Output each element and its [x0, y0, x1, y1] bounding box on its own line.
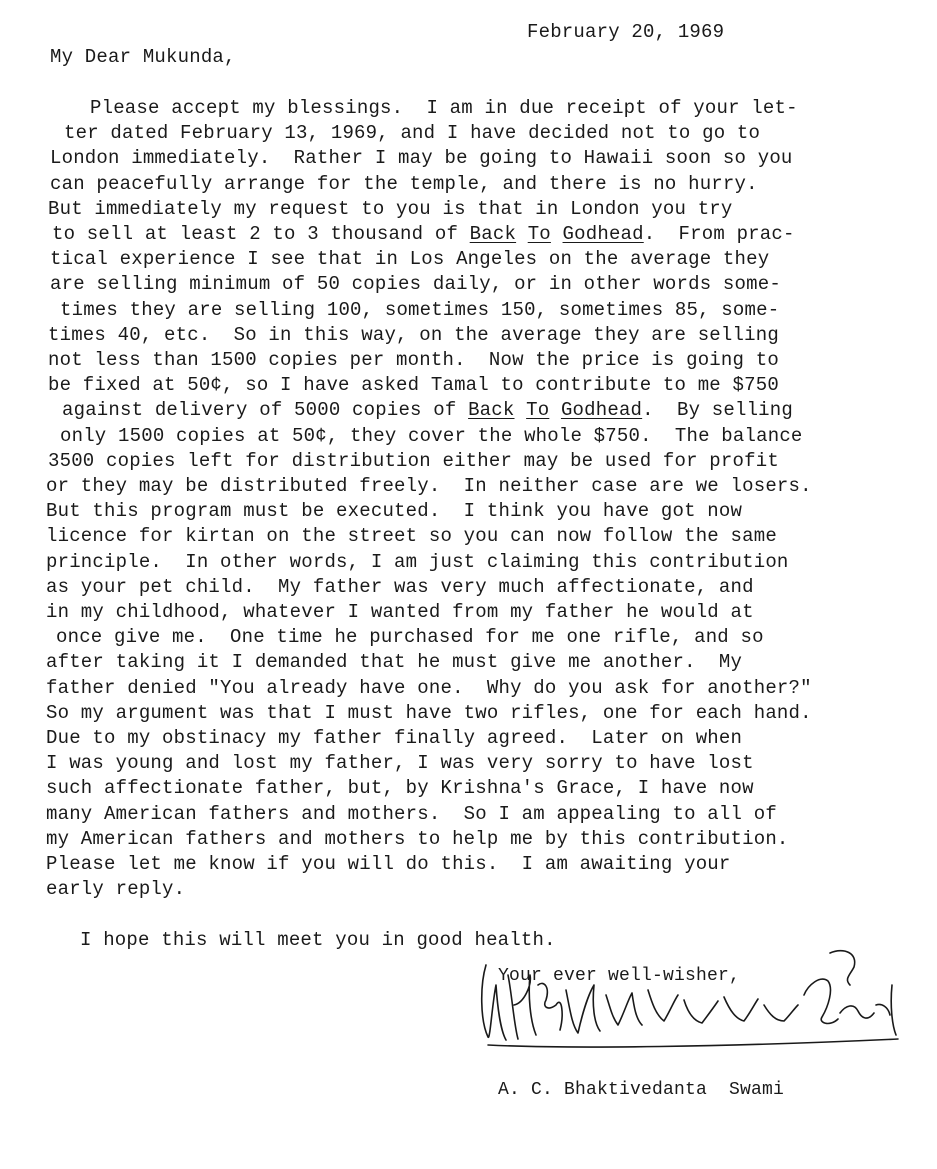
line-text: be fixed at 50¢, so I have asked Tamal to contribute to me $750 — [48, 374, 779, 396]
line-text: as your pet child. My father was very much affectionate, and — [46, 576, 754, 598]
underlined-title-word: Godhead — [560, 399, 643, 421]
closing-phrase: Your ever well-wisher, — [498, 966, 741, 986]
letter-line — [50, 146, 793, 171]
underlined-title-word: Godhead — [562, 223, 644, 245]
line-text: once give me. One time he purchased for me one rifle, and so — [56, 626, 764, 648]
line-text: after taking it I demanded that he must give me another. My — [46, 651, 743, 673]
line-text: or they may be distributed freely. In neither case are we losers. — [46, 475, 812, 497]
signer-name: A. C. Bhaktivedanta Swami — [498, 1080, 785, 1100]
underlined-title-word: To — [526, 399, 550, 421]
letter-line — [46, 827, 789, 852]
line-text — [515, 399, 527, 421]
letter-line — [46, 650, 742, 675]
letter-line — [46, 550, 789, 575]
letter-date: February 20, 1969 — [527, 21, 725, 43]
salutation: My Dear Mukunda, — [50, 46, 236, 68]
line-text: many American fathers and mothers. So I am appealing to all of — [46, 803, 777, 825]
letter-line — [50, 172, 758, 197]
line-text: But immediately my request to you is that in London you try — [48, 198, 733, 220]
letter-line — [48, 197, 733, 222]
line-text: father denied "You already have one. Why do you ask for another?" — [46, 677, 812, 699]
line-text: tical experience I see that in Los Angeles on the average they — [50, 248, 770, 270]
line-text: times they are selling 100, sometimes 150, sometimes 85, some- — [60, 299, 780, 321]
line-text: in my childhood, whatever I wanted from my father he would at — [46, 601, 754, 623]
line-text: Due to my obstinacy my father finally agreed. Later on when — [46, 727, 743, 749]
letter-line — [60, 298, 779, 323]
line-text: early reply. — [46, 878, 186, 900]
letter-line — [52, 222, 795, 247]
line-text — [551, 223, 563, 245]
line-text: I was young and lost my father, I was very sorry to have lost — [46, 752, 754, 774]
letter-line — [48, 348, 779, 373]
line-text: London immediately. Rather I may be going to Hawaii soon so you — [50, 147, 793, 169]
letter-line — [48, 323, 779, 348]
letter-line — [46, 852, 731, 877]
letter-line — [46, 499, 742, 524]
letter-line — [62, 398, 793, 423]
line-text: . By selling — [642, 399, 793, 421]
line-text: such affectionate father, but, by Krishna's Grace, I have now — [46, 777, 754, 799]
underlined-title-word: To — [527, 223, 551, 245]
letter-line — [46, 726, 742, 751]
letter-line — [90, 96, 798, 121]
line-text: not less than 1500 copies per month. Now the price is going to — [48, 349, 779, 371]
line-text: my American fathers and mothers to help me by this contribution. — [46, 828, 789, 850]
letter-line — [46, 575, 754, 600]
letter-line — [60, 424, 803, 449]
line-text: times 40, etc. So in this way, on the average they are selling — [48, 324, 779, 346]
letter-line — [48, 449, 779, 474]
line-text: But this program must be executed. I think you have got now — [46, 500, 743, 522]
line-text: Please let me know if you will do this. I am awaiting your — [46, 853, 731, 875]
handwritten-signature — [478, 945, 918, 1070]
line-text — [549, 399, 561, 421]
letter-line — [46, 776, 754, 801]
line-text: So my argument was that I must have two rifles, one for each hand. — [46, 702, 812, 724]
line-text — [516, 223, 528, 245]
line-text: principle. In other words, I am just claiming this contribution — [46, 551, 789, 573]
line-text: 3500 copies left for distribution either may be used for profit — [48, 450, 779, 472]
closing-paragraph: I hope this will meet you in good health. — [80, 929, 556, 951]
letter-line — [46, 474, 812, 499]
underlined-title-word: Back — [468, 399, 515, 421]
letter-line — [50, 272, 781, 297]
line-text: are selling minimum of 50 copies daily, or in other words some- — [50, 273, 781, 295]
line-text: ter dated February 13, 1969, and I have decided not to go to — [64, 122, 761, 144]
line-text: can peacefully arrange for the temple, and there is no hurry. — [50, 173, 758, 195]
letter-line — [46, 802, 777, 827]
letter-line — [46, 600, 754, 625]
underlined-title-word: Back — [469, 223, 517, 245]
line-text: licence for kirtan on the street so you can now follow the same — [46, 525, 777, 547]
letter-line — [50, 247, 769, 272]
line-text: . From prac- — [643, 223, 795, 245]
line-text: Please accept my blessings. I am in due receipt of your let- — [90, 97, 798, 119]
letter-line — [46, 676, 812, 701]
letter-line — [64, 121, 760, 146]
letter-line — [46, 877, 185, 902]
letter-line — [48, 373, 779, 398]
letter-line — [46, 701, 812, 726]
line-text: to sell at least 2 to 3 thousand of — [52, 223, 470, 245]
line-text: against delivery of 5000 copies of — [62, 399, 469, 421]
letter-line — [56, 625, 764, 650]
letter-line — [46, 524, 777, 549]
line-text: only 1500 copies at 50¢, they cover the whole $750. The balance — [60, 425, 803, 447]
letter-line — [46, 751, 754, 776]
